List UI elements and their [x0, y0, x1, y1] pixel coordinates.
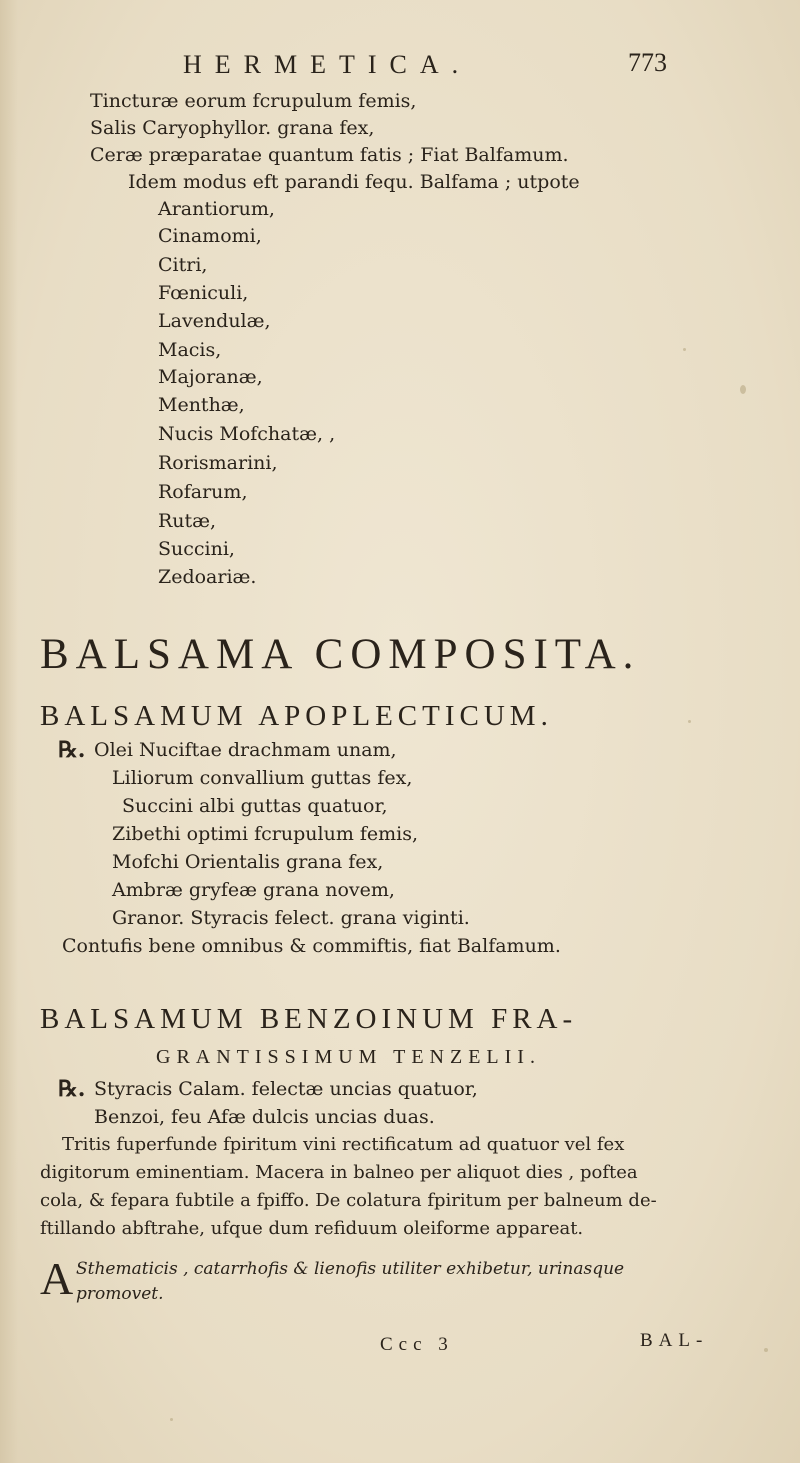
- recipe-symbol: ℞.: [58, 1076, 86, 1102]
- paper-speck: [683, 348, 686, 351]
- instruction-line: Tritis fuperfunde fpiritum vini rectificatum ad quatuor vel fex: [62, 1134, 625, 1155]
- ingredient-line: Benzoi, feu Afæ dulcis uncias duas.: [94, 1106, 435, 1128]
- instruction-line: ftillando abftrahe, ufque dum refiduum oleiforme appareat.: [40, 1218, 584, 1239]
- page-number: 773: [628, 48, 667, 77]
- list-item: Majoranæ,: [158, 366, 263, 388]
- running-title: HERMETICA.: [183, 50, 472, 79]
- intro-line: Tincturæ eorum fcrupulum femis,: [90, 90, 417, 112]
- ingredient-line: Ambræ gryfeæ grana novem,: [112, 879, 395, 901]
- usage-note-line: promovet.: [76, 1284, 164, 1304]
- drop-cap: A: [40, 1253, 74, 1304]
- recipe-subtitle: GRANTISSIMUM TENZELII.: [156, 1046, 541, 1068]
- list-item: Lavendulæ,: [158, 310, 271, 332]
- paper-speck: [688, 720, 691, 723]
- list-item: Menthæ,: [158, 394, 245, 416]
- ingredient-line: Granor. Styracis felect. grana viginti.: [112, 907, 470, 929]
- ingredient-line: Olei Nuciftae drachmam unam,: [94, 739, 397, 761]
- recipe-symbol: ℞.: [58, 737, 86, 763]
- list-item: Rutæ,: [158, 510, 217, 532]
- intro-line: Salis Caryophyllor. grana fex,: [90, 117, 375, 139]
- instruction-line: cola, & fepara fubtile a fpiffo. De colatura fpiritum per balneum de-: [40, 1190, 657, 1211]
- section-heading: BALSAMA COMPOSITA.: [40, 631, 641, 678]
- signature-mark: Ccc 3: [380, 1334, 454, 1355]
- ingredient-line: Succini albi guttas quatuor,: [122, 795, 388, 817]
- ingredient-line: Styracis Calam. felectæ uncias quatuor,: [94, 1078, 478, 1100]
- list-item: Macis,: [158, 339, 222, 361]
- catchword: BAL-: [640, 1330, 709, 1351]
- recipe-title: BALSAMUM BENZOINUM FRA-: [40, 1003, 578, 1035]
- page-edge-shadow: [0, 0, 18, 1463]
- list-item: Succini,: [158, 538, 235, 560]
- list-item: Cinamomi,: [158, 225, 262, 247]
- ingredient-line: Zibethi optimi fcrupulum femis,: [112, 823, 419, 845]
- list-item: Zedoariæ.: [158, 566, 257, 588]
- intro-line: Idem modus eft parandi fequ. Balfama ; utpote: [128, 171, 580, 193]
- list-item: Fœniculi,: [158, 282, 249, 304]
- recipe-title: BALSAMUM APOPLECTICUM.: [40, 700, 553, 732]
- intro-line: Ceræ præparatae quantum fatis ; Fiat Balfamum.: [90, 144, 569, 166]
- list-item: Citri,: [158, 254, 208, 276]
- list-item: Nucis Mofchatæ, ,: [158, 423, 336, 445]
- paper-speck: [764, 1348, 768, 1352]
- ingredient-line: Mofchi Orientalis grana fex,: [112, 851, 384, 873]
- list-item: Rofarum,: [158, 481, 248, 503]
- ingredient-line: Liliorum convallium guttas fex,: [112, 767, 413, 789]
- instruction-line: Contufis bene omnibus & commiftis, fiat Balfamum.: [62, 935, 561, 957]
- list-item: Arantiorum,: [158, 198, 275, 220]
- usage-note-line: Sthematicis , catarrhofis & lienofis utiliter exhibetur, urinasque: [76, 1259, 625, 1279]
- instruction-line: digitorum eminentiam. Macera in balneo per aliquot dies , poftea: [40, 1162, 638, 1183]
- list-item: Rorismarini,: [158, 452, 278, 474]
- paper-speck: [170, 1418, 173, 1421]
- paper-speck: [740, 385, 746, 394]
